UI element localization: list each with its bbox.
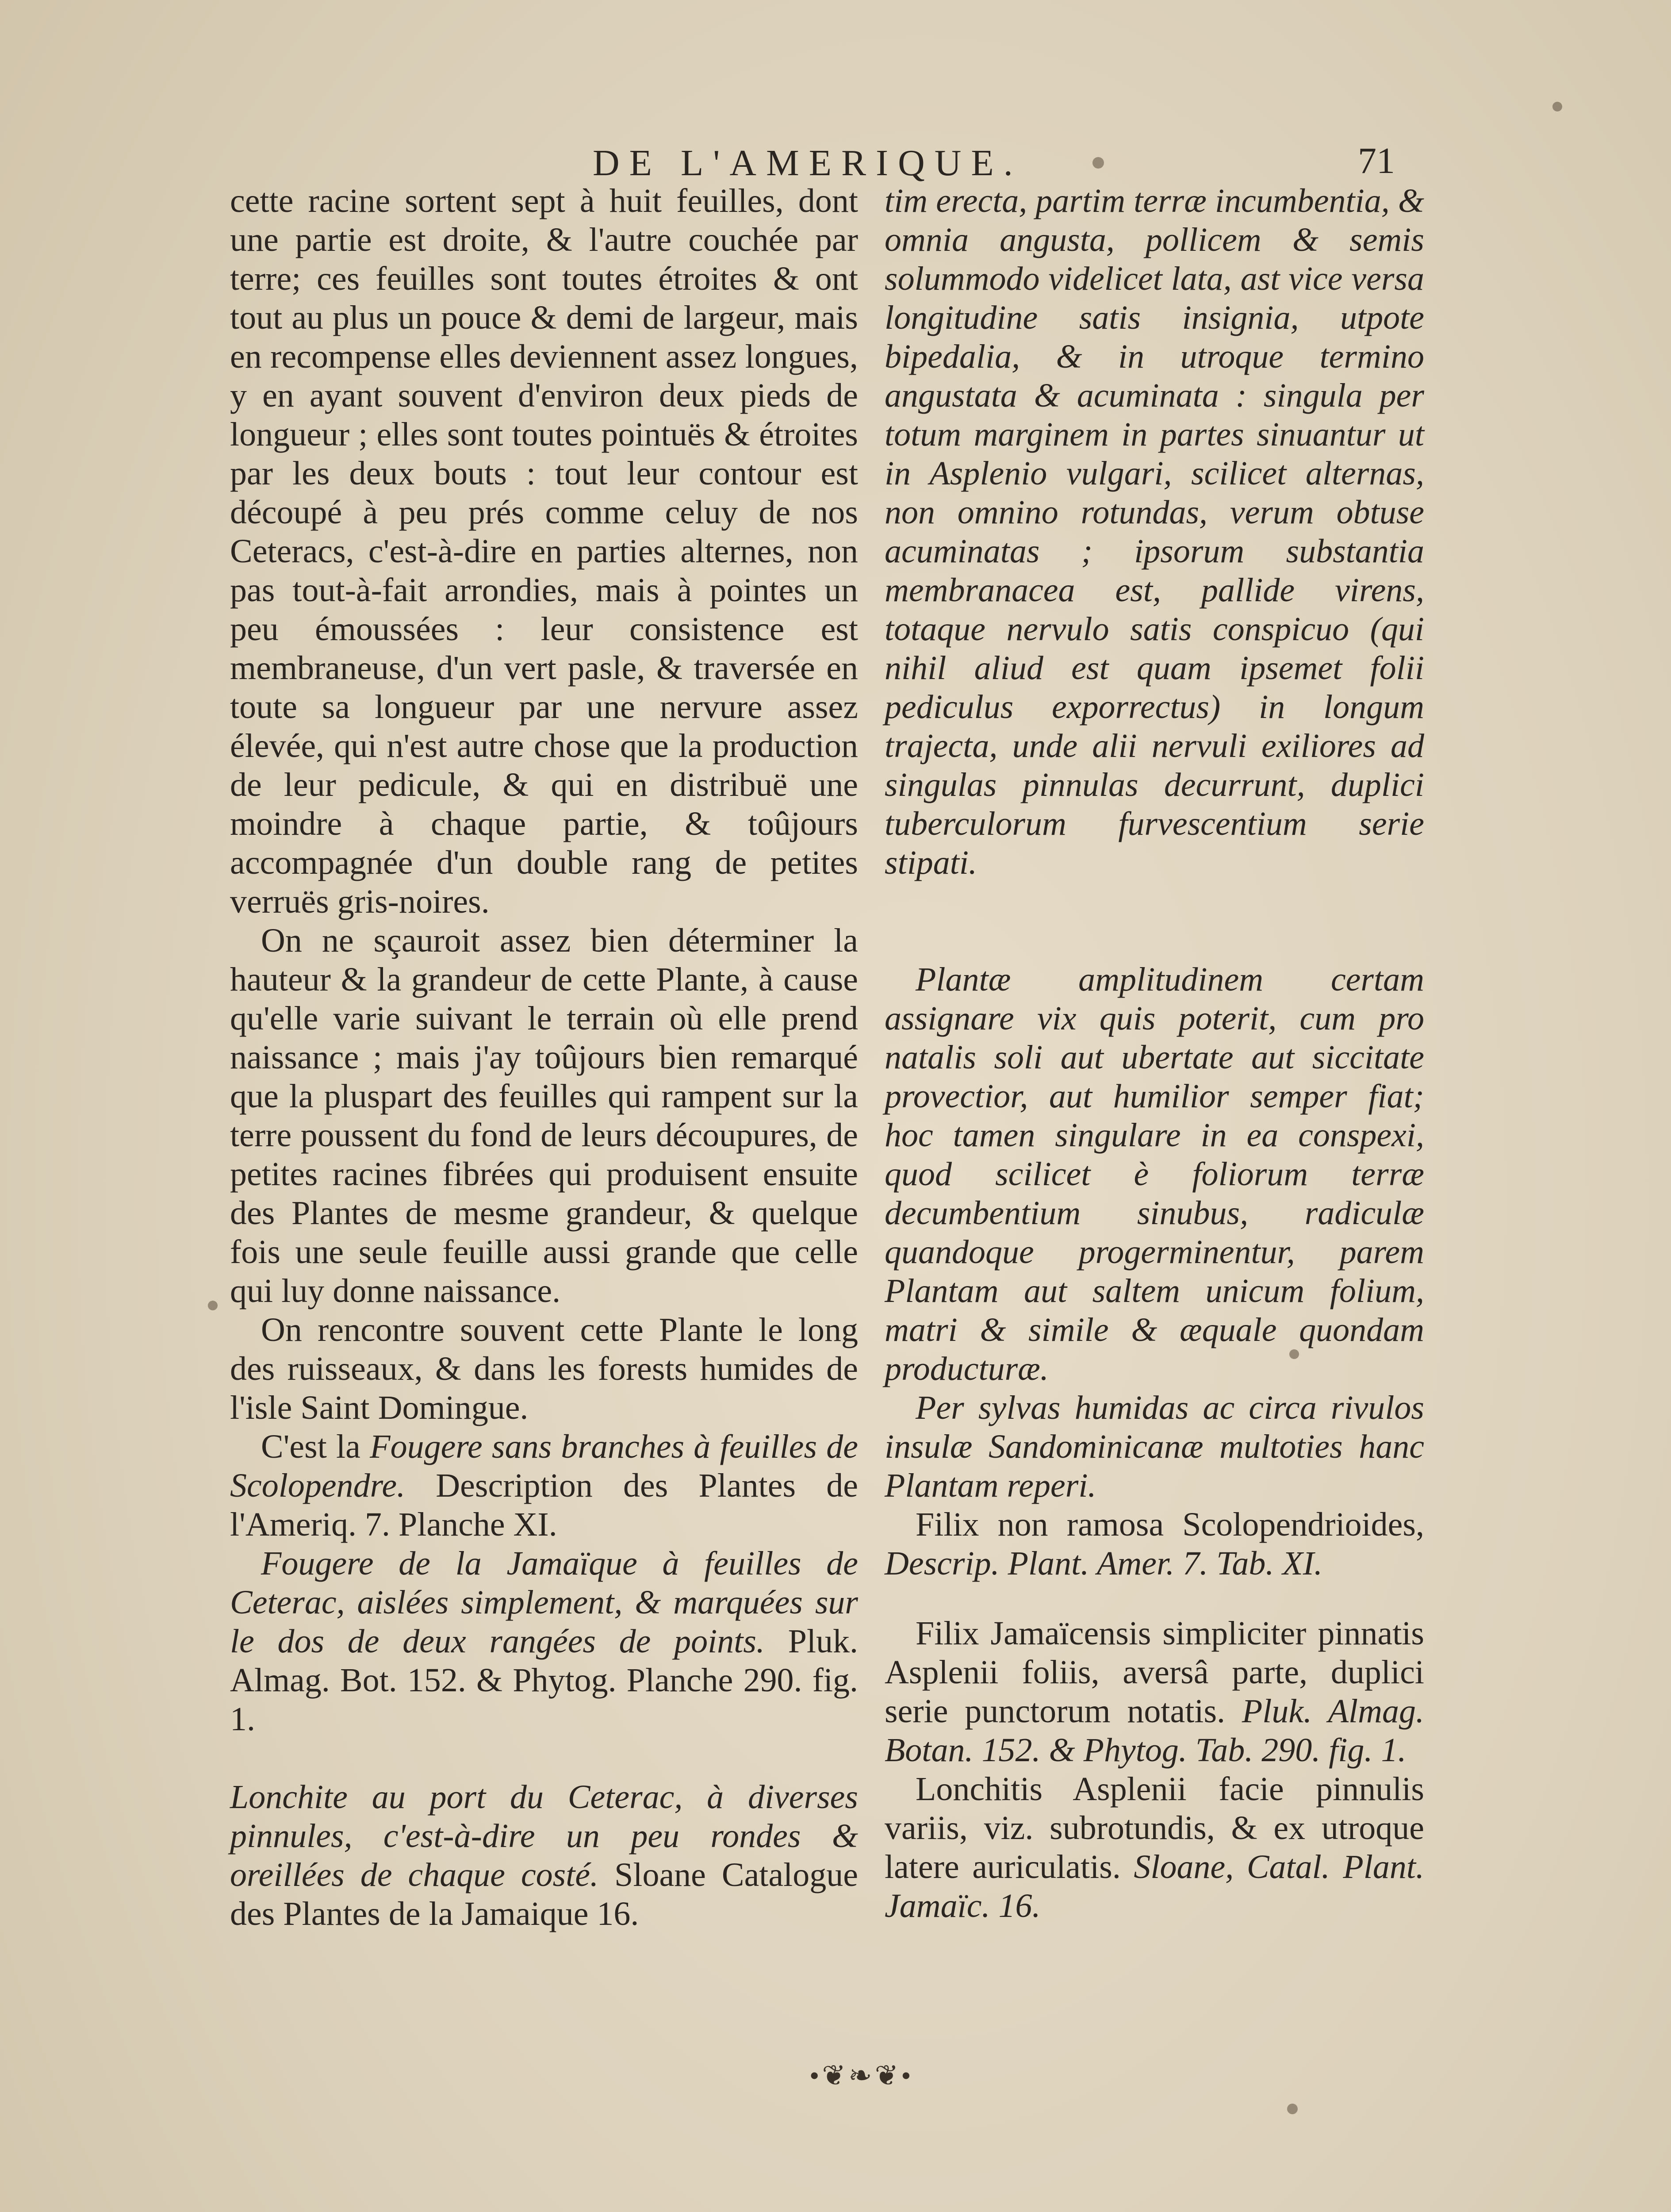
page-number: 71 [1358, 140, 1395, 181]
ref-title: Sloane, Catal. Plant. Jamaïc. 16. [885, 1848, 1424, 1924]
reference-plukenet [885, 1614, 1424, 1770]
ref-title: Pluk. Almag. Botan. 152. & Phytog. Tab. 290. fig. 1. [885, 1693, 1425, 1769]
ref-title: Fougere de la Jamaïque à feuilles de Ceterac, aislées simplement, & marquées sur le dos de deux rangées de points. [230, 1545, 858, 1660]
ref-pre: Filix non ramosa Scolopendrioides, [916, 1506, 1424, 1543]
ref-pre: C'est la [261, 1428, 370, 1465]
foxing-spot [208, 1301, 218, 1310]
reference-sloane [885, 1770, 1424, 1925]
paragraph-habitat: Per sylvas humidas ac circa rivulos insulæ Sandominicanæ multoties hanc Plantam reperi. [885, 1389, 1424, 1504]
left-column-french [230, 181, 858, 1933]
foxing-spot [1287, 2104, 1298, 2114]
running-title: DE L'AMERIQUE. [593, 142, 1023, 184]
foxing-spot [1289, 1349, 1299, 1359]
spacer [885, 1583, 1424, 1614]
reference-sloane [230, 1778, 858, 1933]
foxing-spot [1092, 157, 1104, 169]
foxing-spot [1552, 102, 1562, 111]
ref-pre: Lonchitis Asplenii facie pinnulis variis, viz. subrotundis, & ex utroque latere auriculatis. [885, 1770, 1424, 1886]
paragraph-size: On ne sçauroit assez bien déterminer la hauteur & la grandeur de cette Plante, à cause qu'elle varie suivant le terrain où elle prend naissance ; mais j'ay toûjours bien remarqué que la pluspart des feuilles qui rampent sur la terre poussent du fond de leurs découpures, de petites racines fibrées qui produisent ensuite des Plantes de mesme grandeur, & quelque fois une seule feuille aussi grande que celle qui luy donne naissance. [230, 922, 858, 1310]
ref-post: Pluk. Almag. Bot. 152. & Phytog. Planche 290. fig. 1. [230, 1623, 858, 1738]
ref-title: Fougere sans branches à feuilles de Scolopendre. [230, 1428, 858, 1504]
reference-description [230, 1427, 858, 1544]
ref-post: Description des Plantes de l'Ameriq. 7. Planche XI. [230, 1467, 858, 1543]
paragraph-description: cette racine sortent sept à huit feuilles, dont une partie est droite, & l'autre couchée par terre; ces feuilles sont toutes étroites & ont tout au plus un pouce & demi de largeur, mais en recompense elles deviennent assez longues, y en ayant souvent d'environ deux pieds de longueur ; elles sont toutes pointuës & étroites par les deux bouts : tout leur contour est découpé à peu prés comme celuy de nos Ceteracs, c'est-à-dire en parties alternes, non pas tout-à-fait arrondies, mais à pointes un peu émoussées : leur consistence est membraneuse, d'un vert pasle, & traversée en toute sa longueur par une nervure assez élevée, qui n'est autre chose que la production de leur pedicule, & qui en distribuë une moindre à chaque partie, & toûjours accompagnée d'un double rang de petites verruës gris-noires. [230, 182, 858, 920]
ref-pre: Filix Jamaïcensis simpliciter pinnatis Asplenii foliis, aversâ parte, duplici serie punctorum notatis. [885, 1615, 1424, 1730]
ref-title: Descrip. Plant. Amer. 7. Tab. XI. [885, 1545, 1323, 1582]
reference-plukenet [230, 1544, 858, 1739]
printer-ornament: •❦❧❦• [809, 2060, 914, 2091]
paragraph-size: Plantæ amplitudinem certam assignare vix quis poterit, cum pro natalis soli aut ubertate aut siccitate provectior, aut humilior semper fiat; hoc tamen singulare in ea conspexi, quod scilicet è foliorum terræ decumbentium sinubus, radiculæ quandoque progerminentur, parem Plantam aut saltem unicum folium, matri & simile & æquale quondam producturæ. [885, 961, 1424, 1387]
ref-title: Lonchite au port du Ceterac, à diverses pinnules, c'est-à-dire un peu rondes & oreillées de chaque costé. [230, 1778, 858, 1893]
ref-post: Sloane Catalogue des Plantes de la Jamaique 16. [230, 1856, 858, 1932]
paragraph-description: tim erecta, partim terræ incumbentia, & omnia angusta, pollicem & semis solummodo videlicet lata, ast vice versa longitudine satis insignia, utpote bipedalia, & in utroque termino angustata & acuminata : singula per totum marginem in partes sinuantur ut in Asplenio vulgari, scilicet alternas, non omnino rotundas, verum obtuse acuminatas ; ipsorum substantia membranacea est, pallide virens, totaque nervulo satis conspicuo (qui nihil aliud est quam ipsemet folii pediculus exporrectus) in longum trajecta, unde alii nervuli exiliores ad singulas pinnulas decurrunt, duplici tuberculorum furvescentium serie stipati. [885, 182, 1424, 881]
spacer [230, 1739, 858, 1778]
paragraph-habitat: On rencontre souvent cette Plante le long des ruisseaux, & dans les forests humides de l'isle Saint Domingue. [230, 1311, 858, 1426]
right-column-latin [885, 181, 1424, 1925]
reference-description [885, 1505, 1424, 1583]
spacer [885, 882, 1424, 960]
